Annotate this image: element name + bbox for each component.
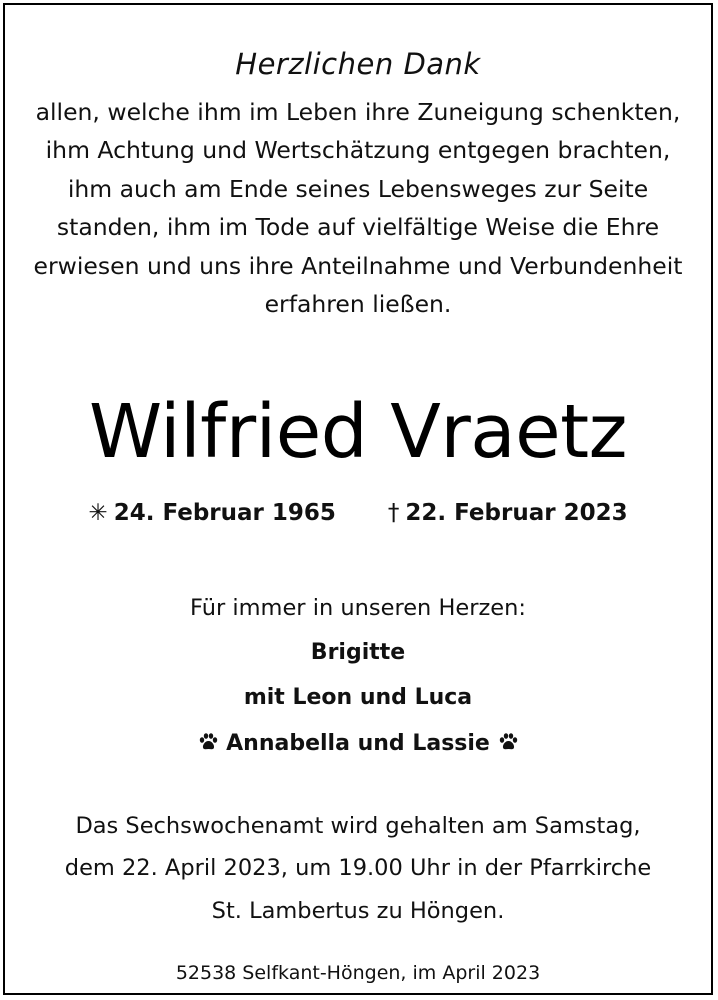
deceased-name: Wilfried Vraetz: [89, 389, 627, 475]
paw-print-icon: [198, 732, 218, 752]
death-cross-icon: †: [387, 500, 400, 526]
mourner-1: Brigitte: [310, 640, 406, 665]
thanks-line-3: ihm auch am Ende seines Lebensweges zur Seite: [67, 175, 649, 203]
thanks-line-6: erfahren ließen.: [264, 290, 452, 318]
birth-date: [88, 500, 335, 526]
death-date-text: 22. Februar 2023: [405, 500, 628, 526]
thanks-heading: Herzlichen Dank: [235, 47, 481, 81]
mourner-3: Annabella und Lassie: [226, 731, 490, 756]
thanks-line-2: ihm Achtung und Wertschätzung entgegen brachten,: [45, 136, 671, 164]
obituary-card: [3, 3, 713, 995]
service-line-3: St. Lambertus zu Höngen.: [211, 898, 505, 924]
death-date: [388, 500, 628, 526]
service-line-1: Das Sechswochenamt wird gehalten am Samstag,: [75, 813, 641, 839]
mourner-3-row: [5, 731, 711, 756]
paw-print-icon: [498, 732, 518, 752]
thanks-line-5: erwiesen und uns ihre Anteilnahme und Verbundenheit: [33, 252, 683, 280]
mourner-2: mit Leon und Luca: [243, 685, 473, 710]
footer-place-date: 52538 Selfkant-Höngen, im April 2023: [175, 962, 541, 984]
thanks-line-4: standen, ihm im Tode auf vielfältige Weise die Ehre: [56, 213, 660, 241]
mourners-intro: Für immer in unseren Herzen:: [190, 595, 526, 621]
birth-date-text: 24. Februar 1965: [113, 500, 336, 526]
birth-star-icon: ✳: [88, 500, 108, 526]
service-line-2: dem 22. April 2023, um 19.00 Uhr in der Pfarrkirche: [64, 855, 652, 881]
thanks-line-1: allen, welche ihm im Leben ihre Zuneigung schenkten,: [35, 98, 681, 126]
life-dates: [5, 500, 711, 526]
